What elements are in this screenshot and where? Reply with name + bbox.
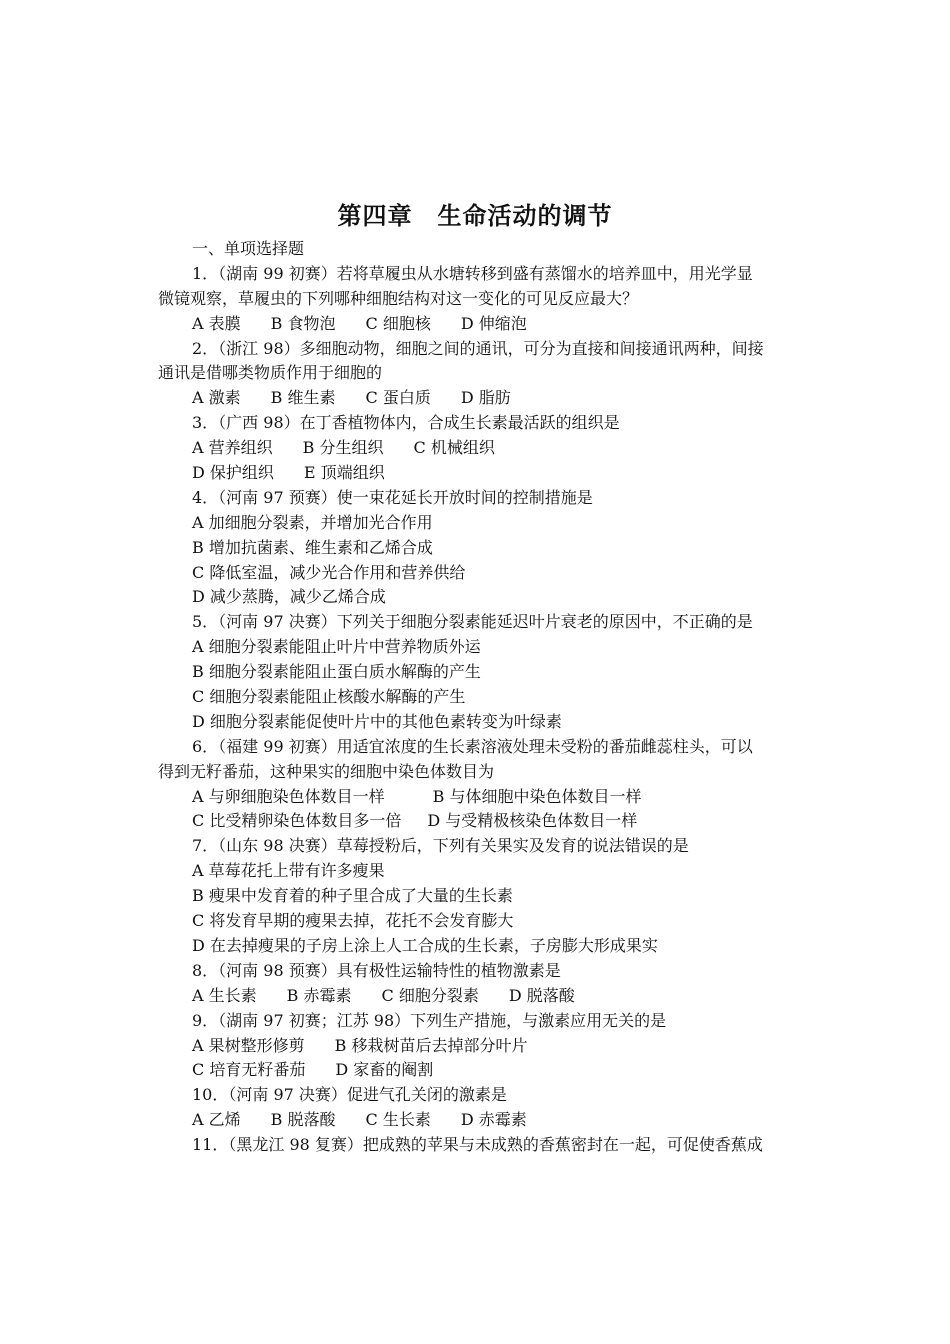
option: D 赤霉素 [460, 1110, 527, 1130]
question-9-options-cont [158, 1058, 798, 1083]
question-6-options [158, 785, 798, 810]
option: B 赤霉素 [286, 985, 352, 1005]
option: A 草莓花托上带有许多瘦果 [192, 861, 385, 881]
option: C 比受精卵染色体数目多一倍 [192, 811, 402, 831]
question-10-options [158, 1108, 798, 1133]
option: D 细胞分裂素能促使叶片中的其他色素转变为叶绿素 [192, 711, 562, 731]
option: A 乙烯 [192, 1110, 241, 1130]
option: B 分生组织 [302, 438, 384, 458]
option: A 细胞分裂素能阻止叶片中营养物质外运 [192, 637, 481, 657]
option: D 伸缩泡 [460, 313, 527, 333]
option: D 减少蒸腾，减少乙烯合成 [192, 587, 386, 607]
section-heading: 一、单项选择题 [192, 239, 305, 258]
question-1-text: 1．（湖南 99 初赛）若将草履虫从水塘转移到盛有蒸馏水的培养皿中，用光学显 [192, 263, 753, 283]
option: B 与体细胞中染色体数目一样 [432, 786, 642, 806]
question-1-text-cont: 微镜观察，草履虫的下列哪种细胞结构对这一变化的可见反应最大？ [158, 288, 639, 308]
option: B 瘦果中发育着的种子里合成了大量的生长素 [192, 886, 513, 906]
question-9-text: 9．（湖南 97 初赛；江苏 98）下列生产措施，与激素应用无关的是 [192, 1010, 667, 1030]
question-8-options [158, 984, 798, 1009]
option: A 激素 [192, 388, 241, 408]
option: C 细胞分裂素 [381, 985, 479, 1005]
option: C 将发育早期的瘦果去掉，花托不会发育膨大 [192, 911, 514, 931]
option: D 家畜的阉割 [335, 1060, 434, 1080]
question-10-text: 10．（河南 97 决赛）促进气孔关闭的激素是 [192, 1085, 507, 1105]
option: A 生长素 [192, 985, 257, 1005]
chapter-title: 第四章 生命活动的调节 [337, 202, 613, 230]
option: E 顶端组织 [303, 463, 385, 483]
option: C 细胞分裂素能阻止核酸水解酶的产生 [192, 687, 466, 707]
option: A 加细胞分裂素，并增加光合作用 [192, 512, 433, 532]
option: A 与卵细胞染色体数目一样 [192, 786, 385, 806]
option: C 降低室温，减少光合作用和营养供给 [192, 562, 466, 582]
option: A 果树整形修剪 [192, 1035, 305, 1055]
option: B 食物泡 [270, 313, 336, 333]
question-3-options [158, 436, 798, 461]
option: D 在去掉瘦果的子房上涂上人工合成的生长素，子房膨大形成果实 [192, 935, 658, 955]
option: D 与受精极核染色体数目一样 [427, 811, 638, 831]
question-4-text: 4．（河南 97 预赛）使一束花延长开放时间的控制措施是 [192, 487, 593, 507]
question-2-options [158, 386, 798, 411]
question-2-text: 2．（浙江 98）多细胞动物，细胞之间的通讯，可分为直接和间接通讯两种，间接 [192, 338, 764, 358]
question-7-text: 7．（山东 98 决赛）草莓授粉后，下列有关果实及发育的说法错误的是 [192, 836, 689, 856]
option: A 表膜 [192, 313, 241, 333]
question-6-text-cont: 得到无籽番茄，这种果实的细胞中染色体数目为 [158, 761, 495, 781]
option: C 蛋白质 [365, 388, 431, 408]
option: C 机械组织 [413, 438, 495, 458]
question-1-options [158, 312, 798, 337]
question-3-text: 3．（广西 98）在丁香植物体内，合成生长素最活跃的组织是 [192, 413, 620, 433]
question-9-options [158, 1034, 798, 1059]
option: C 细胞核 [365, 313, 431, 333]
option: D 脱落酸 [508, 985, 575, 1005]
option: D 脂肪 [460, 388, 511, 408]
option: C 生长素 [365, 1110, 431, 1130]
document-body [158, 237, 798, 1158]
option: A 营养组织 [192, 438, 273, 458]
question-8-text: 8．（河南 98 预赛）具有极性运输特性的植物激素是 [192, 960, 561, 980]
question-3-options-cont [158, 461, 798, 486]
option: D 保护组织 [192, 463, 274, 483]
option: B 移栽树苗后去掉部分叶片 [334, 1035, 528, 1055]
question-11-text: 11．（黑龙江 98 复赛）把成熟的苹果与未成熟的香蕉密封在一起，可促使香蕉成 [192, 1135, 763, 1155]
question-6-options-cont [158, 809, 798, 834]
question-5-text: 5．（河南 97 决赛）下列关于细胞分裂素能延迟叶片衰老的原因中，不正确的是 [192, 612, 753, 632]
question-6-text: 6．（福建 99 初赛）用适宜浓度的生长素溶液处理未受粉的番茄雌蕊柱头，可以 [192, 736, 753, 756]
option: C 培育无籽番茄 [192, 1060, 306, 1080]
option: B 脱落酸 [270, 1110, 336, 1130]
question-2-text-cont: 通讯是借哪类物质作用于细胞的 [158, 363, 383, 383]
option: B 细胞分裂素能阻止蛋白质水解酶的产生 [192, 662, 481, 682]
option: B 维生素 [270, 388, 336, 408]
option: B 增加抗菌素、维生素和乙烯合成 [192, 537, 433, 557]
